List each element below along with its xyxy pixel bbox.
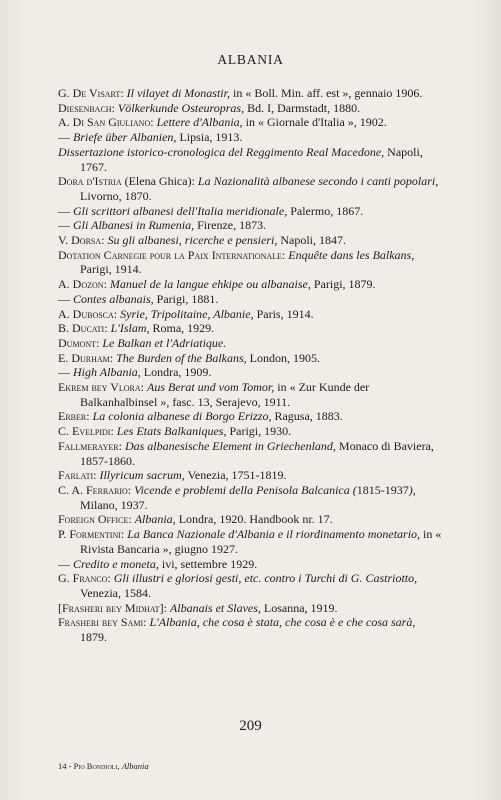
entry-separator: : (86, 409, 93, 424)
entry-separator: : (120, 527, 128, 542)
entry-publication: Napoli, 1767. (80, 144, 423, 174)
bibliography-entry (58, 571, 443, 600)
entry-publication: Venezia, 1584. (80, 585, 151, 600)
footer-title: Albania (121, 761, 149, 771)
entry-publication: Losanna, 1919. (260, 600, 338, 615)
entry-title-cont: ), (408, 482, 416, 497)
entry-title: Enquête dans les Balkans, (288, 247, 415, 262)
bibliography-entry (58, 380, 443, 409)
entry-title: Albanais et Slaves, (169, 600, 261, 615)
footer-author: Pio Bondioli (73, 761, 118, 771)
entry-separator: : (104, 321, 111, 336)
bibliography-entry (58, 483, 443, 512)
entry-title: L'Albania, che cosa è stata, che cosa è e che cosa sarà, (149, 615, 416, 630)
running-header: ALBANIA (217, 52, 284, 67)
entry-title: Syrie, Tripolitaine, Albanie, (120, 306, 254, 321)
bibliography-entry (58, 204, 443, 219)
entry-author: [Frasheri bey Midhat] (58, 600, 164, 615)
entry-publication: Parigi, 1879. (310, 277, 376, 292)
entry-title: Aus Berat und vom Tomor, (147, 380, 275, 395)
entry-title: Contes albanais, (73, 291, 154, 306)
footer-prefix: 14 - (58, 761, 74, 771)
entry-publication: in « Boll. Min. aff. est », gennaio 1906. (229, 86, 423, 100)
entry-publication: Palermo, 1867. (287, 203, 364, 218)
entry-author: — (58, 130, 70, 145)
entry-title: Il vilayet di Monastir, (126, 86, 230, 100)
bibliography-entry (58, 365, 443, 380)
entry-author: E. Durham (58, 350, 110, 365)
entry-author: Diesenbach (58, 100, 112, 115)
entry-publication: Venezia, 1751-1819. (184, 468, 287, 483)
bibliography-entry (58, 615, 443, 644)
entry-separator: : (111, 100, 118, 115)
entry-publication: Londra, 1909. (140, 365, 212, 380)
entry-publication: Bd. I, Darmstadt, 1880. (244, 100, 361, 115)
entry-publication: Monaco di Baviera, 1857-1860. (80, 438, 434, 468)
entry-separator: : (128, 512, 135, 527)
entry-separator: : (150, 115, 157, 130)
entry-title: Su gli albanesi, ricerche e pensieri, (107, 233, 278, 248)
entry-publication: Milano, 1937. (80, 497, 148, 512)
bibliography-entry (58, 86, 443, 101)
entry-author: V. Dorsa (58, 233, 102, 248)
entry-author: A. Dubosca (58, 306, 114, 321)
bibliography-entry (58, 468, 443, 483)
entry-author: G. Franco (58, 571, 108, 586)
entry-author: Frasheri bey Sami (58, 615, 144, 630)
entry-title: Albania, (134, 512, 176, 527)
entry-title: Briefe über Albanien, (73, 130, 177, 145)
entry-publication: Firenze, 1873. (194, 218, 267, 233)
entry-publication: Napoli, 1847. (277, 233, 346, 248)
bibliography-entry (58, 321, 443, 336)
entry-publication: Parigi, 1914. (80, 262, 142, 277)
bibliography-entry (58, 557, 443, 572)
entry-publication: Londra, 1920. Handbook nr. 17. (175, 512, 333, 527)
entry-title: Manuel de la langue ehkipe ou albanaise, (109, 277, 311, 292)
entry-title: La Banca Nazionale d'Albania e il riordinamento monetario, (127, 527, 421, 542)
entry-author: — (58, 291, 70, 306)
entry-title: Das albanesische Element in Griechenland, (124, 438, 336, 453)
page-number: 209 (239, 718, 262, 734)
entry-author: Farlati (58, 468, 94, 483)
bibliography-entry (58, 424, 443, 439)
entry-author: — (58, 203, 70, 218)
entry-title: The Burden of the Balkans, (116, 350, 247, 365)
entry-title: Les Etats Balkaniques, (116, 424, 227, 439)
entry-author: G. De Visart (58, 86, 121, 100)
entry-author: Fallmerayer (58, 438, 119, 453)
bibliography-entry (58, 145, 443, 174)
entry-publication: in « Zur Kunde der Balkanhalbinsel », fasc. 13, Serajevo, 1911. (80, 380, 370, 409)
entry-publication: in « Giornale d'Italia », 1902. (242, 115, 387, 130)
footer-sep: , (117, 761, 122, 771)
entry-publication: Roma, 1929. (149, 321, 215, 336)
entry-title: Gli illustri e gloriosi gesti, etc. contro i Turchi di G. Castriotto, (113, 571, 418, 586)
entry-publication: (Elena Ghica): (124, 174, 198, 189)
entry-author: Foreign Office (58, 512, 129, 527)
entry-separator: : (163, 600, 170, 615)
bibliography-list (58, 86, 443, 645)
entry-publication: Ragusa, 1883. (271, 409, 343, 424)
entry-author: Ekrem bey Vlora (58, 380, 141, 395)
entry-title: La Nazionalità albanese secondo i canti popolari, (197, 174, 439, 189)
entry-title: Le Balkan et l'Adriatique. (102, 335, 227, 350)
bibliography-entry (58, 101, 443, 116)
entry-separator: : (93, 468, 100, 483)
page-footer (58, 761, 149, 771)
entry-author: P. Formentini (58, 527, 121, 542)
entry-author: C. Evelpidi (58, 424, 111, 439)
entry-separator: : (140, 380, 148, 395)
entry-separator: : (101, 233, 108, 248)
entry-author: — (58, 556, 70, 571)
entry-title: Illyricum sacrum, (99, 468, 185, 483)
entry-title: High Albania, (73, 365, 141, 380)
entry-title: L'Islam, (110, 321, 150, 336)
entry-publication: 1879. (80, 630, 107, 645)
entry-author: Dumont (58, 335, 96, 350)
entry-title: Credito e moneta, (73, 556, 159, 571)
entry-author: — (58, 365, 70, 380)
entry-publication: ivi, settembre 1929. (158, 556, 258, 571)
entry-separator: : (120, 86, 127, 100)
entry-separator: : (103, 277, 110, 292)
bibliography-entry (58, 527, 443, 556)
bibliography-entry (58, 233, 443, 248)
entry-separator: : (281, 247, 289, 262)
entry-publication: Lipsia, 1913. (176, 130, 243, 145)
bibliography-entry (58, 409, 443, 424)
entry-title: Völkerkunde Osteuropras, (117, 100, 245, 115)
bibliography-entry (58, 218, 443, 233)
entry-author: A. Di San Giuliano (58, 115, 151, 130)
bibliography-entry (58, 277, 443, 292)
bibliography-entry (58, 601, 443, 616)
entry-author: C. A. Ferrario (58, 482, 128, 497)
bibliography-entry (58, 351, 443, 366)
bibliography-entry (58, 115, 443, 130)
bibliography-entry (58, 292, 443, 307)
entry-publication: Parigi, 1930. (226, 424, 292, 439)
entry-title: Gli Albanesi in Rumenia, (73, 218, 195, 233)
bibliography-entry (58, 248, 443, 277)
entry-title: Lettere d'Albania, (156, 115, 243, 130)
entry-separator: : (107, 571, 114, 586)
entry-separator: : (109, 350, 117, 365)
entry-title-roman: 1815-1937 (356, 482, 409, 497)
entry-title: La colonia albanese di Borgo Erizzo, (92, 409, 272, 424)
entry-title: Dissertazione istorico-cronologica del Reggimento Real Macedone, (58, 144, 385, 159)
bibliography-entry (58, 307, 443, 322)
entry-separator: : (96, 335, 103, 350)
entry-separator: : (113, 306, 121, 321)
entry-separator: : (127, 482, 135, 497)
entry-author: Erber (58, 409, 87, 424)
bibliography-entry (58, 130, 443, 145)
bibliography-entry (58, 439, 443, 468)
entry-author: Dotation Carnegie pour la Paix Internationale (58, 247, 282, 262)
entry-author: — (58, 218, 70, 233)
entry-title: Gli scrittori albanesi dell'Italia meridionale, (73, 203, 288, 218)
entry-author: B. Ducati (58, 321, 105, 336)
entry-title: Vicende e problemi della Penisola Balcanica ( (134, 482, 357, 497)
entry-separator: : (143, 615, 150, 630)
entry-publication: Parigi, 1881. (153, 291, 219, 306)
bibliography-entry (58, 512, 443, 527)
bibliography-entry (58, 336, 443, 351)
entry-separator: : (118, 438, 125, 453)
entry-author: Dora d'Istria (58, 174, 122, 189)
entry-publication: Livorno, 1870. (80, 188, 152, 203)
entry-author: A. Dozon (58, 277, 104, 292)
entry-separator: : (110, 424, 117, 439)
entry-publication: in « Rivista Bancaria », giugno 1927. (80, 527, 442, 556)
entry-publication: Paris, 1914. (253, 306, 314, 321)
bibliography-entry (58, 174, 443, 203)
entry-publication: London, 1905. (246, 350, 321, 365)
